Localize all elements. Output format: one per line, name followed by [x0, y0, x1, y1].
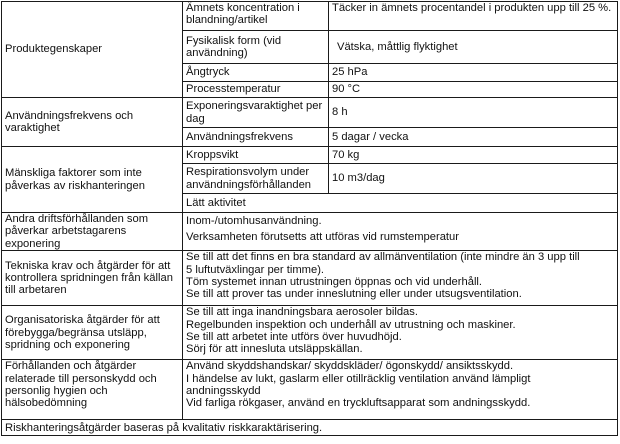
row-value: Täcker in ämnets procentandel i produkten upp till 25 %.: [329, 2, 618, 31]
section-body-organisational: [183, 306, 618, 360]
body-line: Se till att prover tas under inneslutning eller under utsugsventilation.: [186, 288, 522, 301]
row-key: Processtemperatur: [183, 82, 329, 98]
human-factors-note: Lätt aktivitet: [183, 194, 618, 213]
body-line: Regelbunden inspektion och underhåll av utrustning och maskiner.: [186, 318, 516, 331]
table-row: [2, 360, 618, 420]
section-label-usage: Användningsfrekvens och varaktighet: [2, 98, 183, 147]
table-row: [2, 251, 618, 306]
body-line: Se till att det finns en bra standard av allmänventilation (inte mindre än 3 upp till: [186, 251, 580, 264]
row-value: 90 °C: [329, 82, 618, 98]
section-body-other-conditions: [183, 213, 618, 251]
row-key: Exponeringsvaraktighet per dag: [183, 98, 329, 128]
row-key: Ångtryck: [183, 64, 329, 82]
section-label-personal-protection: Förhållanden och åtgärder relaterade till personskydd och personlig hygien och hälsobedömning: [2, 360, 183, 420]
row-key: Ämnets koncentration i blandning/artikel: [183, 2, 329, 31]
row-value: Vätska, måttlig flyktighet: [329, 31, 618, 64]
body-line: Inom-/utomhusanvändning.: [186, 215, 322, 227]
row-value: 5 dagar / vecka: [329, 128, 618, 147]
body-line: Verksamheten förutsetts att utföras vid rumstemperatur: [186, 231, 459, 244]
row-key: Fysikalisk form (vid användning): [183, 31, 329, 64]
section-body-personal-protection: [183, 360, 618, 420]
table-row: [2, 98, 618, 128]
row-value: 25 hPa: [329, 64, 618, 82]
section-label-organisational: Organisatoriska åtgärder för att förebygga/begränsa utsläpp, spridning och exponering: [2, 306, 183, 360]
row-value: 10 m3/dag: [329, 164, 618, 194]
footer-note: Riskhanteringsåtgärder baseras på kvalitativ riskkaraktärisering.: [2, 420, 618, 436]
exposure-scenario-table: [1, 1, 618, 436]
body-line: Använd skyddshandskar/ skyddskläder/ ögonskydd/ ansiktsskydd.: [186, 360, 514, 373]
row-value: 8 h: [329, 98, 618, 128]
table-row: [2, 420, 618, 436]
body-line: 5 luftutväxlingar per timme).: [186, 263, 325, 276]
table-row: [2, 147, 618, 164]
section-label-human-factors: Mänskliga faktorer som inte påverkas av riskhanteringen: [2, 147, 183, 213]
body-line: Se till att inga inandningsbara aerosoler bildas.: [186, 306, 418, 319]
table-row: [2, 2, 618, 31]
table-row: [2, 306, 618, 360]
body-line: andningsskydd: [186, 385, 261, 398]
section-label-other-conditions: Andra driftsförhållanden som påverkar arbetstagarens exponering: [2, 213, 183, 251]
row-key: Användningsfrekvens: [183, 128, 329, 147]
section-label-technical: Tekniska krav och åtgärder för att kontrollera spridningen från källan till arbetaren: [2, 251, 183, 306]
section-label-product-properties: Produktegenskaper: [2, 2, 183, 98]
table-row: [2, 213, 618, 251]
section-body-technical: [183, 251, 618, 306]
body-line: Vid farliga rökgaser, använd en tryckluftsapparat som andningsskydd.: [186, 397, 531, 410]
row-value: 70 kg: [329, 147, 618, 164]
body-line: I händelse av lukt, gaslarm eller otillräcklig ventilation använd lämpligt: [186, 372, 531, 385]
row-key: Respirationsvolym under användningsförhållanden: [183, 164, 329, 194]
row-key: Kroppsvikt: [183, 147, 329, 164]
body-line: Se till att arbetet inte utförs över huvudhöjd.: [186, 331, 402, 344]
body-line: Sörj för att inneslutа utsläppskällan.: [186, 343, 363, 356]
body-line: Töm systemet innan utrustningen öppnas och vid underhåll.: [186, 276, 483, 289]
